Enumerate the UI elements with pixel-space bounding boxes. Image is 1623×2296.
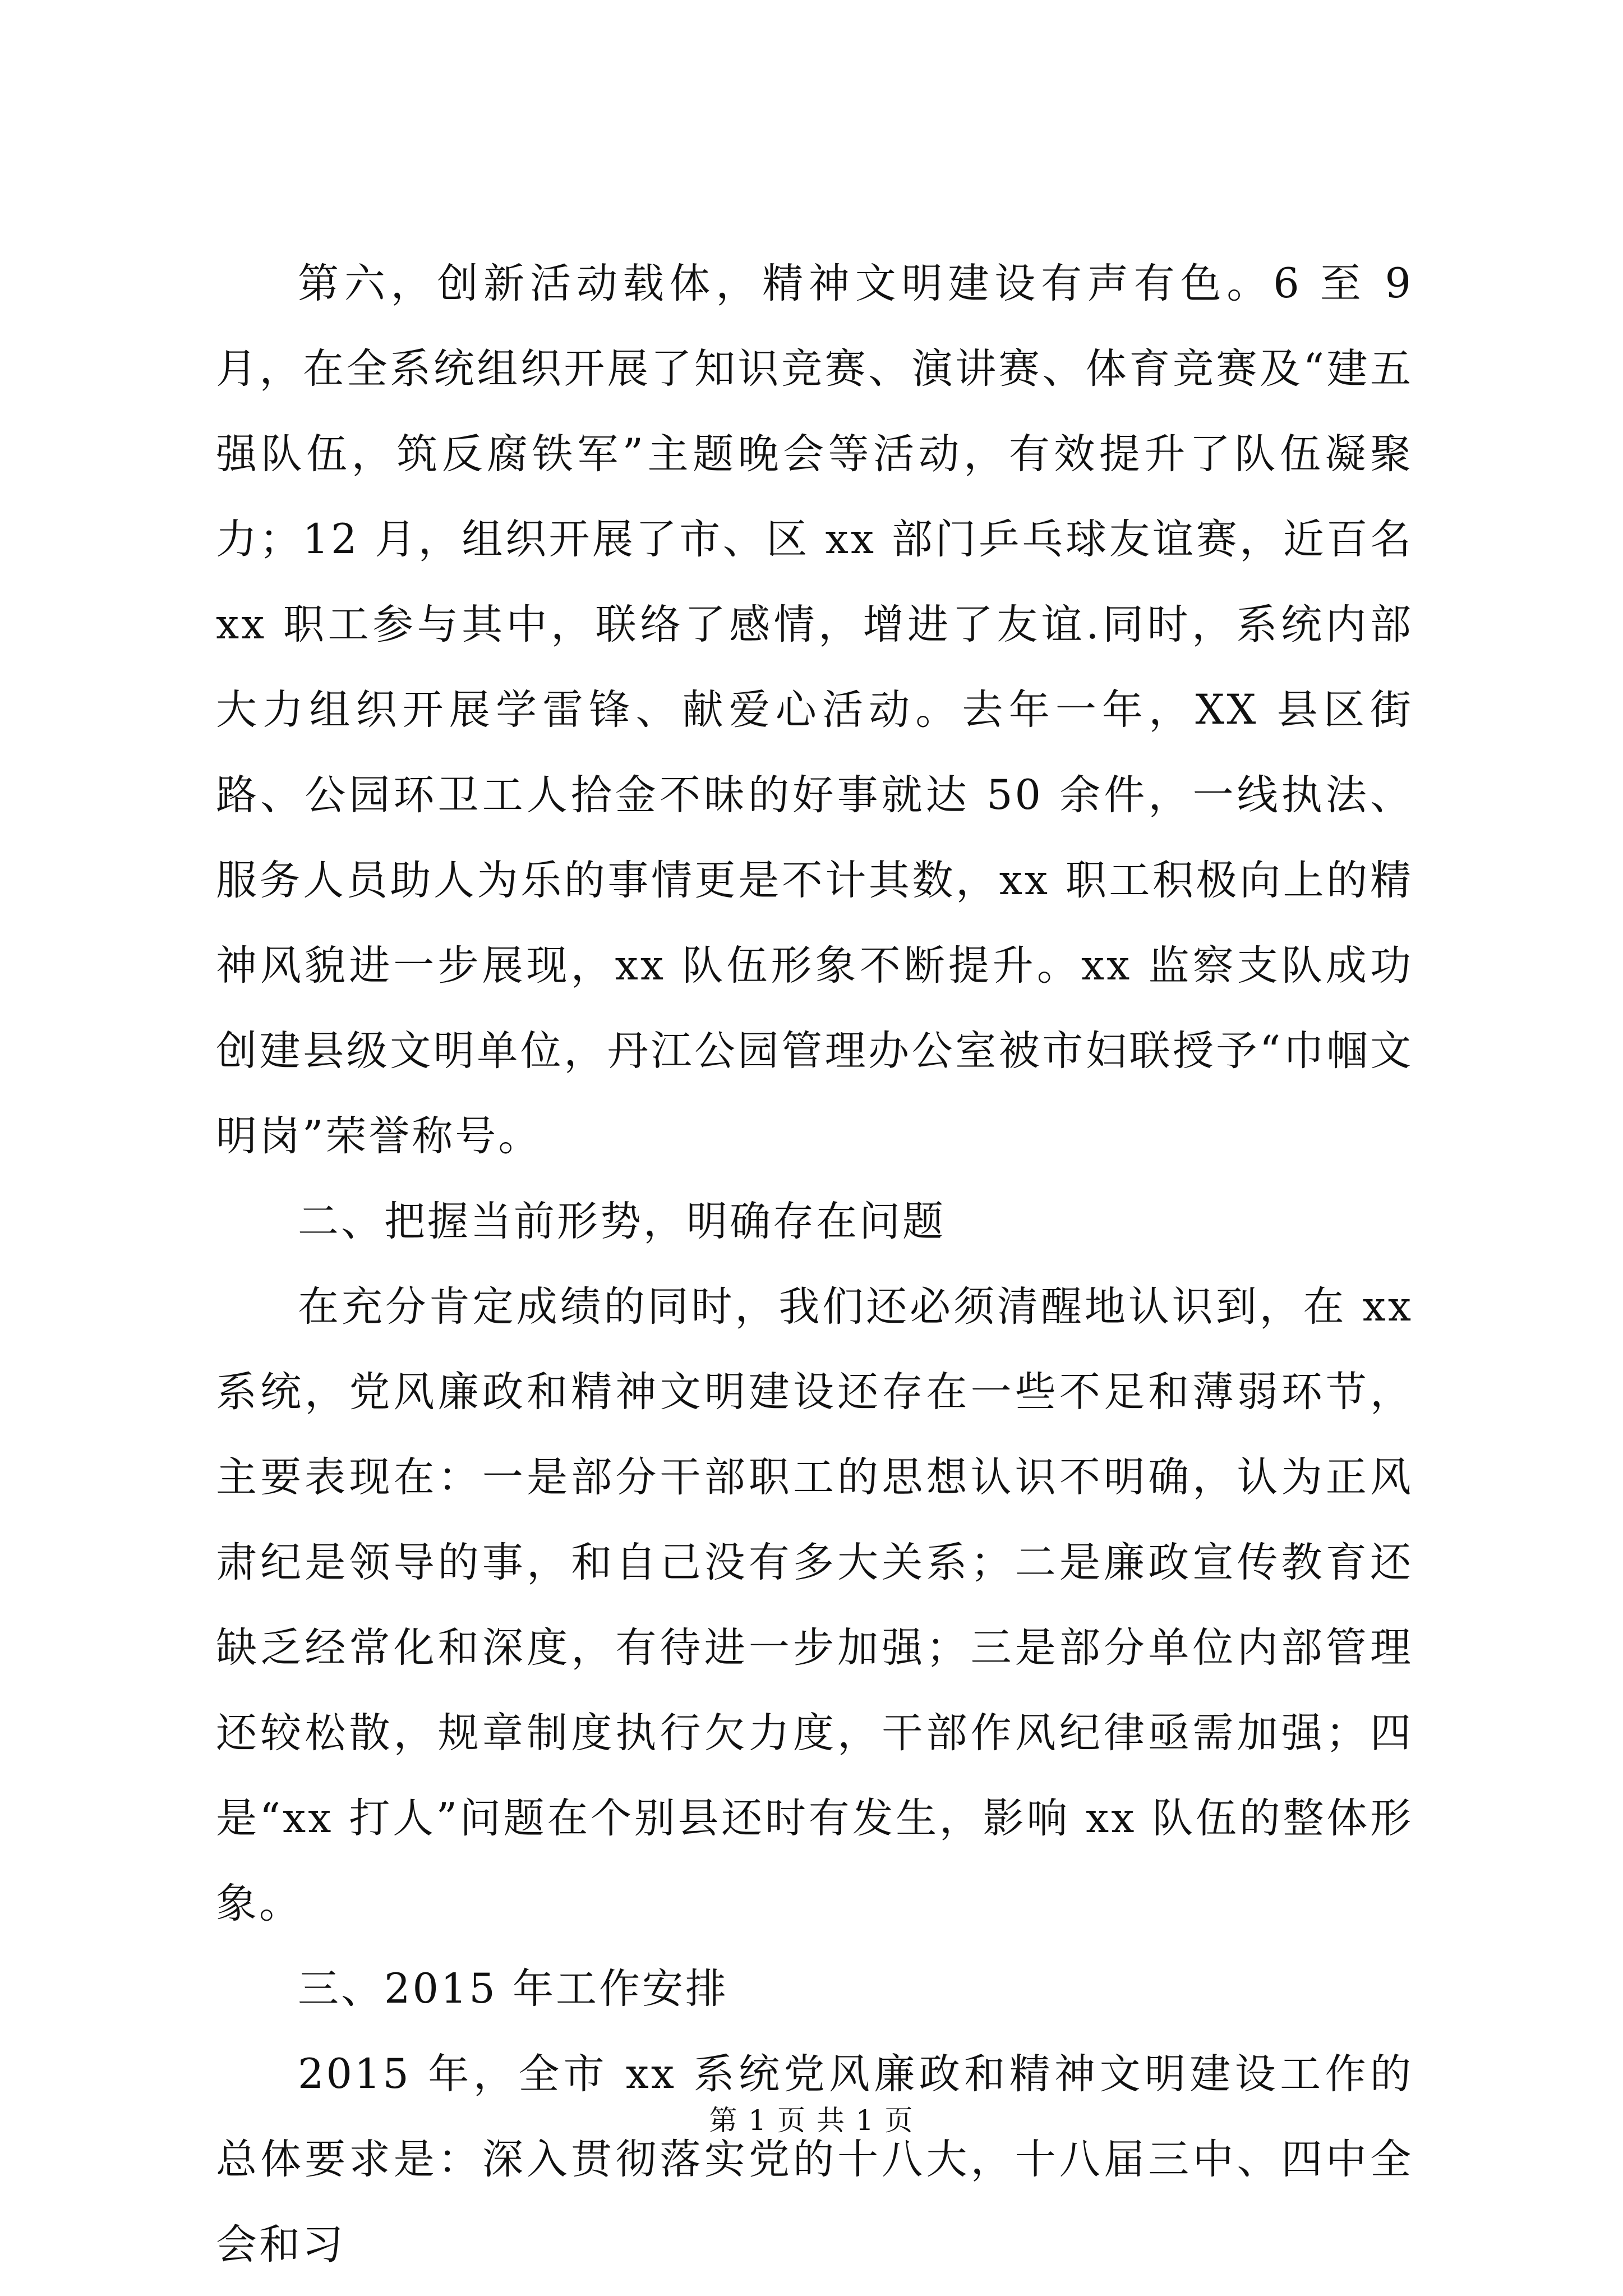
document-body [216,241,1413,2288]
section-heading-two: 二、把握当前形势，明确存在问题 [298,1198,946,1245]
paragraph-sixth-point: 第六，创新活动载体，精神文明建设有声有色。6 至 9 月，在全系统组织开展了知识竞赛、演讲赛、体育竞赛及“建五强队伍，筑反腐铁军”主题晚会等活动，有效提升了队伍凝聚力；12 月，组织开展了市、区 xx 部门乒乓球友谊赛，近百名 xx 职工参与其中，联络了感情，增进了友谊.同时，系统内部大力组织开展学雷锋、献爱心活动。去年一年，XX 县区街路、公园环卫工人拾金不昧的好事就达 50 余件，一线执法、服务人员助人为乐的事情更是不计其数，xx 职工积极向上的精神风貌进一步展现，xx 队伍形象不断提升。xx 监察支队成功创建县级文明单位，丹江公园管理办公室被市妇联授予“巾帼文明岗”荣誉称号。 [216,260,1413,1160]
paragraph-2015-requirements: 2015 年，全市 xx 系统党风廉政和精神文明建设工作的总体要求是：深入贯彻落实党的十八大，十八届三中、四中全会和习 [216,2050,1413,2269]
section-heading-three: 三、2015 年工作安排 [298,1965,728,2013]
paragraph-problems: 在充分肯定成绩的同时，我们还必须清醒地认识到，在 xx 系统，党风廉政和精神文明建设还存在一些不足和薄弱环节，主要表现在：一是部分干部职工的思想认识不明确，认为正风肃纪是领导的事，和自己没有多大关系；二是廉政宣传教育还缺乏经常化和深度，有待进一步加强；三是部分单位内部管理还较松散，规章制度执行欠力度，干部作风纪律亟需加强；四是“xx 打人”问题在个别县还时有发生，影响 xx 队伍的整体形象。 [216,1283,1413,1927]
page-footer: 第 1 页 共 1 页 [709,2104,914,2137]
